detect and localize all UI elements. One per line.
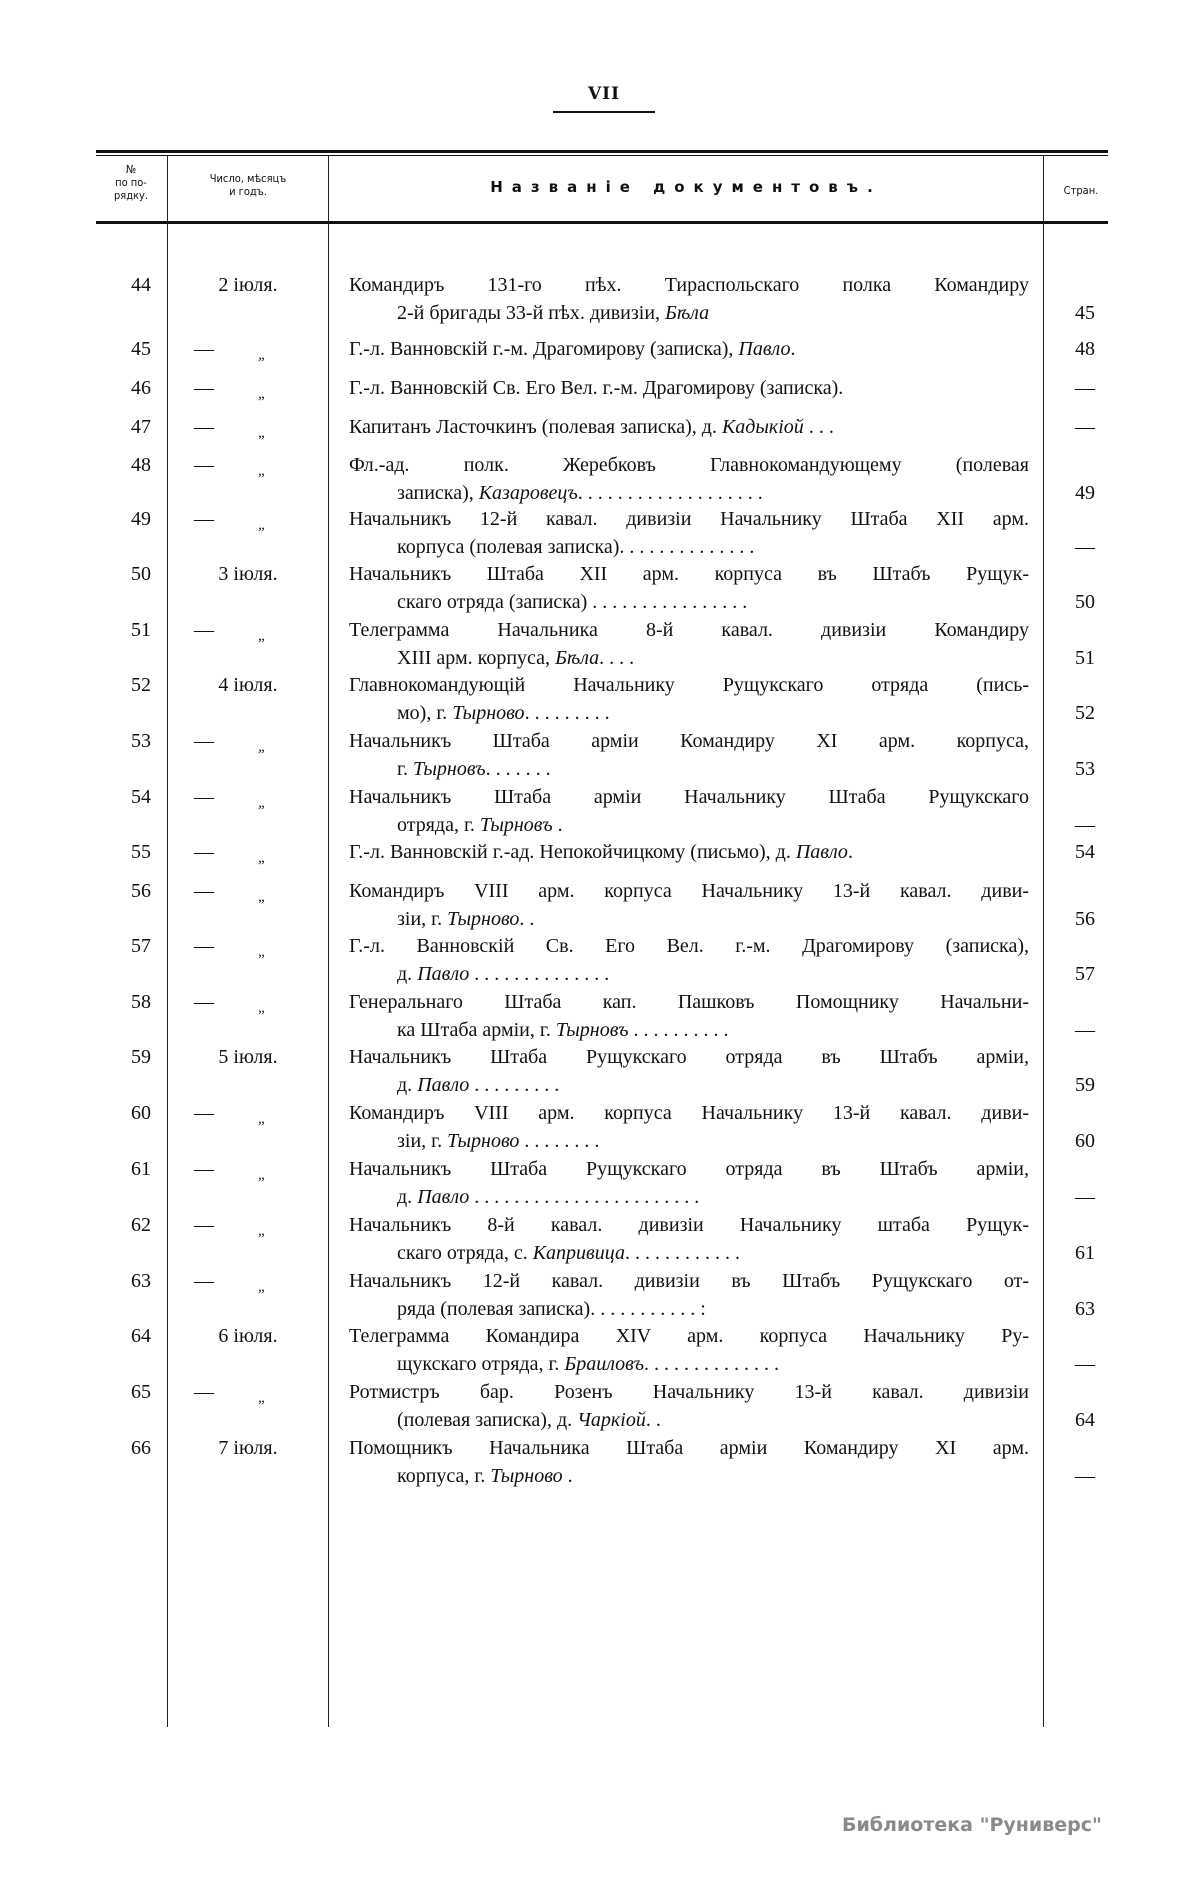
header-top-rule-thin [96,155,1108,156]
row-document-title [349,877,1029,933]
place-name: Тырново [490,1465,563,1487]
place-name: Капривица [532,1242,625,1264]
ditto-mark: „ [258,739,267,755]
row-number: 56 [131,880,151,902]
ditto-mark: „ [258,425,267,441]
title-line: Главнокомандующій Начальнику Рущукскаго отряда (пись- [349,674,1029,696]
title-line: щукскаго отряда, г. Браиловъ. . . . . . . . . . . . . . [397,1353,779,1375]
row-page-number: 52 [1075,702,1095,724]
row-page-number: 53 [1075,758,1095,780]
place-name: Браиловъ [564,1353,644,1375]
header-col-no-line: рядку. [113,189,149,202]
row-date: 4 іюля. [218,674,278,696]
ditto-dash: — [194,991,214,1013]
ditto-dash: — [194,1158,214,1180]
row-page-number: 49 [1075,482,1095,504]
row-document-title [349,838,1029,866]
place-name: Чаркіой [577,1409,646,1431]
header-col-date [168,172,328,198]
row-number: 51 [131,619,151,641]
title-line: д. Павло . . . . . . . . . . . . . . . . . . . . . . . [397,1186,700,1208]
row-number: 44 [131,274,151,296]
ditto-dash: — [194,416,214,438]
row-number: 54 [131,786,151,808]
row-page-number: — [1075,1465,1095,1487]
title-line: Начальникъ Штаба Рущукскаго отряда въ Штабъ арміи, [349,1046,1029,1068]
title-line: Г.-л. Ванновскій г.-ад. Непокойчицкому (письмо), д. Павло. [349,841,853,863]
row-document-title [349,1211,1029,1267]
column-divider-2-body [328,224,329,1727]
row-number: 61 [131,1158,151,1180]
title-line: Генеральнаго Штаба кап. Пашковъ Помощнику Начальни- [349,991,1029,1013]
place-name: Павло [417,1074,470,1096]
ditto-mark: „ [258,1279,267,1295]
ditto-dash: — [194,508,214,530]
column-divider-3-body [1043,224,1044,1727]
ditto-dash: — [194,338,214,360]
row-document-title [349,783,1029,839]
row-number: 45 [131,338,151,360]
ditto-dash: — [194,1381,214,1403]
row-page-number: 61 [1075,1242,1095,1264]
header-top-rule [96,150,1108,153]
row-number: 57 [131,935,151,957]
header-col-date-line: и годъ. [229,185,267,198]
ditto-dash: — [194,1102,214,1124]
column-divider-2 [328,156,329,222]
place-name: Бѣла [665,302,710,324]
row-document-title [349,1378,1029,1434]
place-name: Тырновъ [412,758,486,780]
row-page-number: — [1075,377,1095,399]
title-line: Помощникъ Начальника Штаба арміи Командиру XI арм. [349,1437,1029,1459]
title-line: Начальникъ Штаба арміи Командиру XI арм. корпуса, [349,730,1029,752]
ditto-mark: „ [258,628,267,644]
row-number: 47 [131,416,151,438]
row-page-number: — [1075,536,1095,558]
row-number: 50 [131,563,151,585]
row-number: 48 [131,454,151,476]
row-date: 5 іюля. [218,1046,278,1068]
ditto-dash: — [194,454,214,476]
title-line: г. Тырновъ. . . . . . . [397,758,551,780]
title-line: Фл.-ад. полк. Жеребковъ Главнокомандующему (полевая [349,454,1029,476]
row-number: 64 [131,1325,151,1347]
row-number: 60 [131,1102,151,1124]
row-date: 7 іюля. [218,1437,278,1459]
place-name: Бѣла [555,647,600,669]
title-line: отряда, г. Тырновъ . [397,814,563,836]
column-divider-3 [1043,156,1044,222]
row-document-title [349,932,1029,988]
header-col-date-line: Число, мѣсяцъ [209,172,287,185]
title-line: Командиръ VIII арм. корпуса Начальнику 13-й кавал. диви- [349,880,1029,902]
place-name: Казаровецъ [478,482,578,504]
place-name: Павло [417,1186,470,1208]
row-document-title [349,374,1029,402]
place-name: Кадыкіой [721,416,804,438]
row-page-number: 50 [1075,591,1095,613]
row-page-number: 51 [1075,647,1095,669]
header-col-no [96,163,166,202]
ditto-dash: — [194,619,214,641]
row-document-title [349,505,1029,561]
ditto-mark: „ [258,795,267,811]
row-document-title [349,616,1029,672]
title-line: корпуса, г. Тырново . [397,1465,573,1487]
ditto-mark: „ [258,1223,267,1239]
ditto-dash: — [194,377,214,399]
title-line: Начальникъ Штаба Рущукскаго отряда въ Штабъ арміи, [349,1158,1029,1180]
ditto-dash: — [194,730,214,752]
row-date: 6 іюля. [218,1325,278,1347]
row-number: 62 [131,1214,151,1236]
place-name: Тырновъ [555,1019,629,1041]
place-name: Тырново [452,702,525,724]
row-document-title [349,988,1029,1044]
watermark: Библиотека "Руниверс" [842,1814,1102,1836]
row-number: 55 [131,841,151,863]
row-number: 52 [131,674,151,696]
place-name: Павло [795,841,848,863]
ditto-mark: „ [258,1111,267,1127]
place-name: Павло [738,338,791,360]
ditto-dash: — [194,841,214,863]
title-line: Начальникъ 12-й кавал. дивизіи въ Штабъ Рущукскаго от- [349,1270,1029,1292]
ditto-mark: „ [258,1167,267,1183]
row-document-title [349,727,1029,783]
row-page-number: 63 [1075,1298,1095,1320]
row-document-title [349,560,1029,616]
row-document-title [349,1267,1029,1323]
row-document-title [349,413,1029,441]
ditto-mark: „ [258,944,267,960]
ditto-dash: — [194,1214,214,1236]
row-page-number: 48 [1075,338,1095,360]
title-line: зіи, г. Тырново . . . . . . . . [397,1130,600,1152]
row-page-number: — [1075,1019,1095,1041]
row-document-title [349,1155,1029,1211]
title-line: корпуса (полевая записка). . . . . . . . . . . . . . [397,536,755,558]
title-line: ряда (полевая записка). . . . . . . . . . . : [397,1298,706,1320]
row-document-title [349,1322,1029,1378]
row-number: 66 [131,1437,151,1459]
row-page-number: — [1075,416,1095,438]
row-document-title [349,1099,1029,1155]
place-name: Тырново [447,908,520,930]
row-page-number: 59 [1075,1074,1095,1096]
header-bottom-rule [96,221,1108,224]
row-number: 53 [131,730,151,752]
row-document-title [349,335,1029,363]
title-line: Начальникъ Штаба арміи Начальнику Штаба Рущукскаго [349,786,1029,808]
row-date: 2 іюля. [218,274,278,296]
row-document-title [349,271,1029,327]
row-number: 63 [131,1270,151,1292]
ditto-dash: — [194,786,214,808]
row-document-title [349,671,1029,727]
ditto-dash: — [194,880,214,902]
row-number: 59 [131,1046,151,1068]
title-line: Командиръ 131-го пѣх. Тираспольскаго полка Командиру [349,274,1029,296]
row-page-number: 64 [1075,1409,1095,1431]
title-line: д. Павло . . . . . . . . . . . . . . [397,963,610,985]
title-line: Ротмистръ бар. Розенъ Начальнику 13-й кавал. дивизіи [349,1381,1029,1403]
title-line: Капитанъ Ласточкинъ (полевая записка), д. Кадыкіой . . . [349,416,834,438]
title-line: мо), г. Тырново. . . . . . . . . [397,702,610,724]
row-page-number: 60 [1075,1130,1095,1152]
ditto-dash: — [194,1270,214,1292]
title-line: Г.-л. Ванновскій г.-м. Драгомирову (записка), Павло. [349,338,796,360]
page-number-underline [553,111,655,113]
row-date: 3 іюля. [218,563,278,585]
ditto-dash: — [194,935,214,957]
row-number: 58 [131,991,151,1013]
header-col-page: Стран. [1063,184,1099,197]
row-document-title [349,1434,1029,1490]
ditto-mark: „ [258,463,267,479]
place-name: Павло [417,963,470,985]
title-line: зіи, г. Тырново. . [397,908,535,930]
title-line: Телеграмма Командира XIV арм. корпуса Начальнику Ру- [349,1325,1029,1347]
row-page-number: 45 [1075,302,1095,324]
title-line: Г.-л. Ванновскій Св. Его Вел. г.-м. Драгомирову (записка), [349,935,1029,957]
title-line: записка), Казаровецъ. . . . . . . . . . . . . . . . . . . [397,482,763,504]
place-name: Тырновъ [479,814,553,836]
row-number: 49 [131,508,151,530]
row-page-number: 56 [1075,908,1095,930]
title-line: (полевая записка), д. Чаркіой. . [397,1409,661,1431]
title-line: 2-й бригады 33-й пѣх. дивизіи, Бѣла [397,302,710,324]
row-page-number: 54 [1075,841,1095,863]
row-page-number: 57 [1075,963,1095,985]
ditto-mark: „ [258,517,267,533]
header-col-title: Названіе документовъ. [490,178,882,196]
title-line: Командиръ VIII арм. корпуса Начальнику 13-й кавал. диви- [349,1102,1029,1124]
title-line: ка Штаба арміи, г. Тырновъ . . . . . . . . . . [397,1019,729,1041]
row-page-number: — [1075,814,1095,836]
title-line: XIII арм. корпуса, Бѣла. . . . [397,647,635,669]
title-line: Начальникъ 12-й кавал. дивизіи Начальнику Штаба XII арм. [349,508,1029,530]
row-document-title [349,1043,1029,1099]
title-line: Г.-л. Ванновскій Св. Его Вел. г.-м. Драгомирову (записка). [349,377,844,399]
title-line: д. Павло . . . . . . . . . [397,1074,560,1096]
title-line: скаго отряда (записка) . . . . . . . . . . . . . . . . [397,591,748,613]
place-name: Тырново [447,1130,520,1152]
column-divider-1-body [167,224,168,1727]
ditto-mark: „ [258,1000,267,1016]
ditto-mark: „ [258,386,267,402]
row-number: 65 [131,1381,151,1403]
row-page-number: — [1075,1186,1095,1208]
row-document-title [349,451,1029,507]
header-col-no-line: по по- [115,176,147,189]
row-page-number: — [1075,1353,1095,1375]
header-col-no-line: № [125,163,137,176]
title-line: Начальникъ Штаба XII арм. корпуса въ Штабъ Рущук- [349,563,1029,585]
row-number: 46 [131,377,151,399]
ditto-mark: „ [258,1390,267,1406]
page-number: VII [587,84,621,104]
title-line: скаго отряда, с. Капривица. . . . . . . . . . . . [397,1242,740,1264]
ditto-mark: „ [258,347,267,363]
title-line: Начальникъ 8-й кавал. дивизіи Начальнику штаба Рущук- [349,1214,1029,1236]
ditto-mark: „ [258,850,267,866]
title-line: Телеграмма Начальника 8-й кавал. дивизіи Командиру [349,619,1029,641]
ditto-mark: „ [258,889,267,905]
